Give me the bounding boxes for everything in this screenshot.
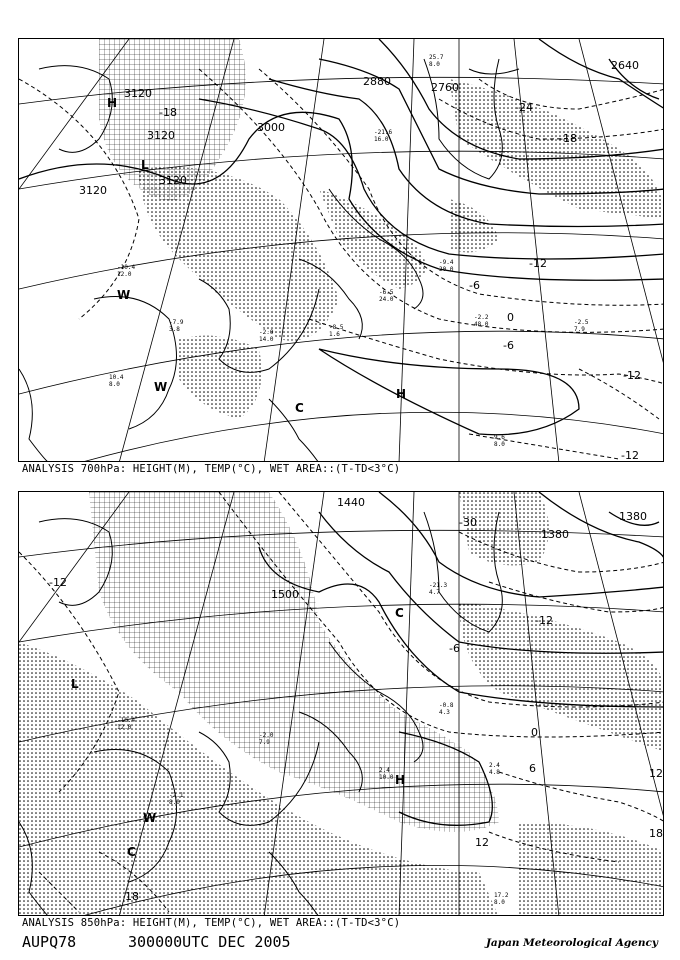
temp-label: -12 <box>49 576 67 589</box>
temp-label: -30 <box>459 516 477 529</box>
svg-text:8.0: 8.0 <box>494 441 505 448</box>
svg-text:20.0: 20.0 <box>439 266 454 273</box>
temp-label: -12 <box>623 369 641 382</box>
chart-700hpa <box>18 38 664 462</box>
caption-700hpa: ANALYSIS 700hPa: HEIGHT(M), TEMP(°C), WET AREA::(T-TD<3°C) <box>22 463 401 475</box>
svg-text:-21.6: -21.6 <box>374 129 393 136</box>
high-pressure-marker: H <box>396 387 407 401</box>
svg-text:4.7: 4.7 <box>429 589 440 596</box>
svg-text:1.6: 1.6 <box>329 331 340 338</box>
temp-label: 6 <box>529 762 536 775</box>
svg-text:-6.5: -6.5 <box>379 289 394 296</box>
map-850hpa <box>19 492 664 916</box>
svg-text:2.4: 2.4 <box>489 762 500 769</box>
height-label: 2640 <box>611 59 639 72</box>
svg-text:-10.4: -10.4 <box>117 717 136 724</box>
temp-label: 0 <box>507 311 514 324</box>
height-label: 3120 <box>147 129 175 142</box>
svg-text:8.0: 8.0 <box>109 381 120 388</box>
svg-text:25.7: 25.7 <box>429 54 444 61</box>
svg-text:-21.3: -21.3 <box>429 582 448 589</box>
svg-text:4.3: 4.3 <box>439 709 450 716</box>
temp-label: -12 <box>535 614 553 627</box>
svg-text:24.0: 24.0 <box>379 296 394 303</box>
svg-text:7.9: 7.9 <box>574 326 585 333</box>
svg-text:10.0: 10.0 <box>379 774 394 781</box>
high-pressure-marker: H <box>107 96 118 110</box>
agency-name: Japan Meteorological Agency <box>485 937 658 949</box>
svg-text:14.0: 14.0 <box>259 336 274 343</box>
svg-text:-0.8: -0.8 <box>439 702 454 709</box>
temp-label: -6 <box>449 642 460 655</box>
warm-marker: W <box>143 811 157 825</box>
svg-text:-9.4: -9.4 <box>439 259 454 266</box>
height-label: 1500 <box>271 588 299 601</box>
temp-label: 18 <box>125 890 139 903</box>
temp-label: 18 <box>649 827 663 840</box>
svg-text:12.0: 12.0 <box>117 271 132 278</box>
svg-text:-7.9: -7.9 <box>169 319 184 326</box>
svg-text:-2.5: -2.5 <box>574 319 589 326</box>
svg-text:2.4: 2.4 <box>379 767 390 774</box>
height-label: 2760 <box>431 81 459 94</box>
svg-text:9.6: 9.6 <box>494 434 505 441</box>
svg-text:10.4: 10.4 <box>109 374 124 381</box>
height-label: 3120 <box>159 174 187 187</box>
temp-label: 0 <box>531 726 538 739</box>
product-code: AUPQ78 <box>22 933 77 951</box>
svg-text:16.0: 16.0 <box>374 136 389 143</box>
svg-text:12.0: 12.0 <box>117 724 132 731</box>
wet-areas <box>99 39 664 419</box>
temp-label: -18 <box>559 132 577 145</box>
height-label: 2880 <box>363 75 391 88</box>
svg-text:7.9: 7.9 <box>259 739 270 746</box>
height-label: 1380 <box>541 528 569 541</box>
cold-marker: C <box>127 845 136 859</box>
temp-label: -12 <box>529 257 547 270</box>
svg-text:3.8: 3.8 <box>169 326 180 333</box>
temp-label: 12 <box>649 767 663 780</box>
svg-text:4.8: 4.8 <box>489 769 500 776</box>
height-label: 3000 <box>257 121 285 134</box>
low-pressure-marker: L <box>71 677 79 691</box>
warm-marker: W <box>117 288 131 302</box>
low-pressure-marker: L <box>141 158 149 172</box>
temp-label: -6 <box>469 279 480 292</box>
svg-text:-2.0: -2.0 <box>259 732 274 739</box>
svg-text:-8.5: -8.5 <box>329 324 344 331</box>
caption-850hpa: ANALYSIS 850hPa: HEIGHT(M), TEMP(°C), WET AREA::(T-TD<3°C) <box>22 917 401 929</box>
high-pressure-marker: H <box>395 773 406 787</box>
temp-label: -18 <box>159 106 177 119</box>
height-label: 3120 <box>124 87 152 100</box>
height-label: 3120 <box>79 184 107 197</box>
svg-text:48.0: 48.0 <box>474 321 489 328</box>
temp-label: -6 <box>503 339 514 352</box>
svg-text:8.0: 8.0 <box>494 899 505 906</box>
map-700hpa <box>19 39 664 462</box>
chart-850hpa <box>18 491 664 916</box>
svg-text:8.0: 8.0 <box>169 799 180 806</box>
temp-label: -24 <box>515 101 533 114</box>
svg-text:-2.2: -2.2 <box>474 314 489 321</box>
svg-text:8.0: 8.0 <box>429 61 440 68</box>
valid-time: 300000UTC DEC 2005 <box>128 933 291 951</box>
cold-marker: C <box>395 606 404 620</box>
temp-label: -12 <box>621 449 639 462</box>
svg-text:-10.4: -10.4 <box>117 264 136 271</box>
warm-marker: W <box>154 380 168 394</box>
svg-text:-2.1: -2.1 <box>169 792 184 799</box>
height-label: 1440 <box>337 496 365 509</box>
temp-label: 12 <box>475 836 489 849</box>
height-label: 1380 <box>619 510 647 523</box>
cold-marker: C <box>295 401 304 415</box>
svg-text:-2.0: -2.0 <box>259 329 274 336</box>
svg-text:17.2: 17.2 <box>494 892 509 899</box>
